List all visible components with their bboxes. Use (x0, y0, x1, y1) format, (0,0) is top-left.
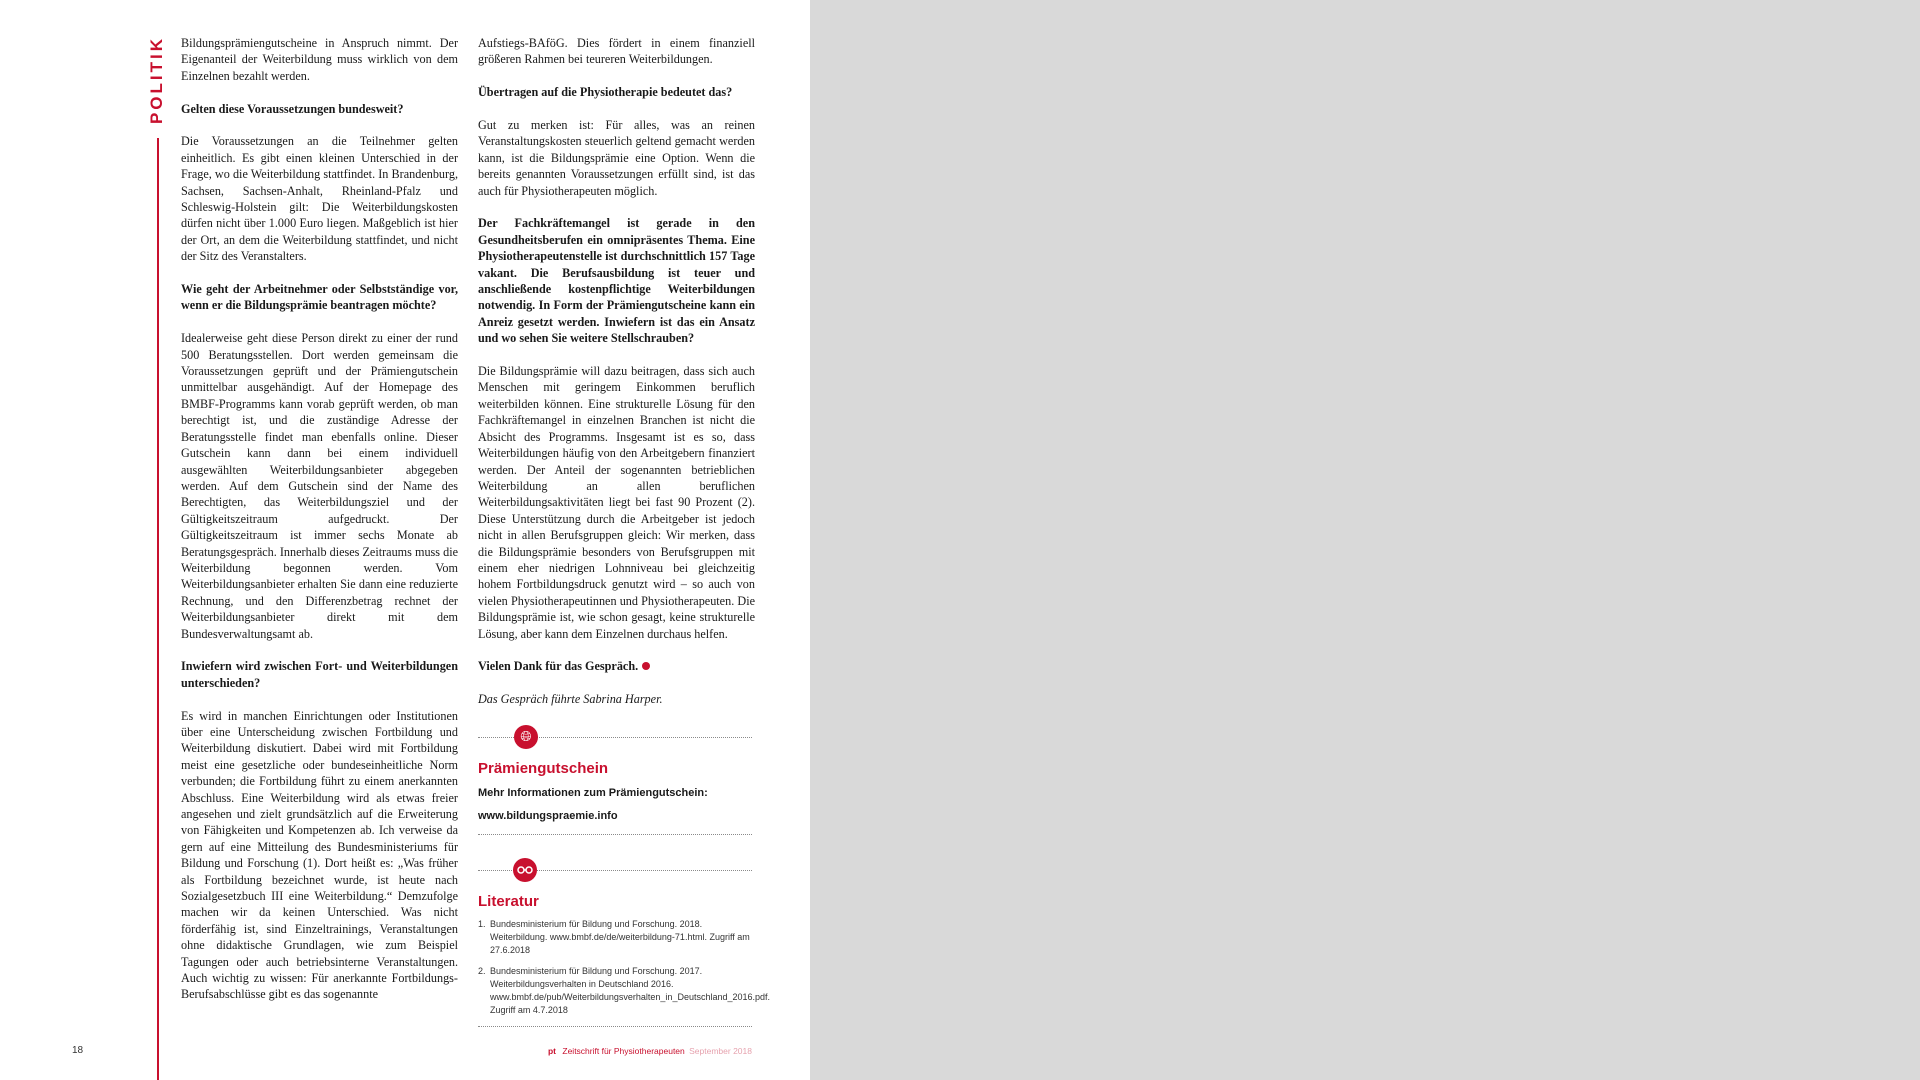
end-mark-icon (642, 662, 650, 670)
reference-text: Bundesministerium für Bildung und Forschung. 2018. Weiterbildung. www.bmbf.de/de/weiterbildung-71.html. Zugriff am 27.6.2018 (490, 919, 750, 955)
reference-number: 2. (478, 966, 486, 976)
right-column (478, 35, 755, 724)
globe-icon: 🌐︎ (514, 725, 538, 749)
magazine-page (0, 0, 810, 1080)
paragraph-text: Aufstiegs-BAföG. Dies fördert in einem finanziell größeren Rahmen bei teureren Weiterbildungen. (478, 36, 755, 67)
article-paragraph (478, 35, 755, 68)
footer-magazine: Zeitschrift für Physiotherapeuten (562, 1046, 685, 1056)
page-number: 18 (72, 1045, 84, 1056)
paragraph-text: Wie geht der Arbeitnehmer oder Selbstständige vor, wenn er die Bildungsprämie beantragen möchte? (181, 282, 458, 313)
closing-line (478, 658, 755, 674)
footer-logo: pt (547, 1046, 557, 1056)
reference-item (478, 965, 771, 1017)
interview-question (478, 215, 755, 346)
paragraph-text: Die Bildungsprämie will dazu beitragen, dass sich auch Menschen mit geringem Einkommen beruflich weiterbilden können. Eine strukturelle Lösung für den Fachkräftemangel in einzelnen Branchen ist nicht die Absicht des Programms. Insgesamt ist es so, dass Weiterbildungen häufig von den Arbeitgebern finanziert werden. Der Anteil der sogenannten betrieblichen Weiterbildung an allen beruflichen Weiterbildungsaktivitäten liegt bei fast 90 Prozent (2). Diese Unterstützung durch die Arbeitgeber ist jedoch nicht in allen Berufsgruppen gleich: Wir merken, dass die Bildungsprämie besonders von Berufsgruppen mit einem eher niedrigen Lohnniveau bei gleichzeitig hohem Fortbildungsdruck genutzt wird – so auch von vielen Physiotherapeutinnen und Physiotherapeuten. Die Bildungsprämie ist, wie schon gesagt, keine strukturelle Lösung, aber kann dem Einzelnen durchaus helfen. (478, 364, 755, 641)
page-footer (478, 1046, 752, 1056)
article-paragraph (181, 35, 458, 84)
paragraph-text: Vielen Dank für das Gespräch. (478, 659, 639, 674)
praemie-title: Prämiengutschein (478, 760, 609, 777)
byline (478, 691, 755, 707)
glasses-icon (513, 858, 537, 882)
paragraph-text: Idealerweise geht diese Person direkt zu einer der rund 500 Beratungsstellen. Dort werden gemeinsam die Voraussetzungen geprüft und der Prämiengutschein unmittelbar ausgehändigt. Auf der Homepage des BMBF-Programms kann vorab geprüft werden, ob man berechtigt ist, und die zuständige Adresse der Beratungsstelle findet man ebenfalls online. Dieser Gutschein kann dann bei einem individuell ausgewählten Weiterbildungsanbieter abgegeben werden. Auf dem Gutschein sind der Name des Berechtigten, das Weiterbildungsziel und der Gültigkeitszeitraum aufgedruckt. Der Gültigkeitszeitraum ist immer sechs Monate ab Beratungsgespräch. Innerhalb dieses Zeitraums muss die Weiterbildung begonnen werden. Vom Weiterbildungsanbieter erhalten Sie dann eine reduzierte Rechnung, und den Differenzbetrag rechnet der Weiterbildungsanbieter direkt mit dem Bundesverwaltungsamt ab. (181, 331, 458, 641)
left-column (181, 35, 458, 1019)
interview-question (181, 101, 458, 117)
praemie-info: Mehr Informationen zum Prämiengutschein: (478, 787, 708, 799)
interview-question (478, 84, 755, 100)
article-paragraph (478, 363, 755, 642)
literatur-box (478, 870, 771, 1025)
praemie-box (478, 729, 752, 835)
paragraph-text: Bildungsprämiengutscheine in Anspruch nimmt. Der Eigenanteil der Weiterbildung muss wirklich von dem Einzelnen bezahlt werden. (181, 36, 458, 83)
article-paragraph (478, 117, 755, 199)
literatur-title: Literatur (478, 893, 539, 910)
reference-number: 1. (478, 919, 486, 929)
paragraph-text: Es wird in manchen Einrichtungen oder Institutionen über eine Unterscheidung zwischen Fortbildung und Weiterbildung diskutiert. Dabei wird mit Fortbildung meist eine gesetzliche oder bundeseinheitliche Norm verbunden; die Fortbildung führt zu einem anerkannten Abschluss. Eine Weiterbildung wird als etwas freier angesehen und zielt grundsätzlich auf die Erweiterung von Fähigkeiten und Kompetenzen ab. Ich verweise da gern auf eine Mitteilung des Bundesministeriums für Bildung und Forschung (1). Dort heißt es: „Was früher als Fortbildung bezeichnet wurde, ist heute nach Sozialgesetzbuch III eine Weiterbildung.“ Demzufolge machen wir da keinen Unterschied. Was nicht förderfähig ist, sind Einzeltrainings, Veranstaltungen ohne didaktische Grundlagen, wie zum Beispiel Tagungen oder auch betriebsinterne Veranstaltungen. Auch wichtig zu wissen: Für anerkannte Fortbildungs-Berufsabschlüsse gibt es das sogenannte (181, 708, 458, 1002)
reference-item (478, 918, 752, 957)
empty-viewer-area (810, 0, 1920, 1080)
rubric-divider (157, 138, 159, 1080)
interview-question (181, 281, 458, 314)
article-paragraph (181, 708, 458, 1003)
reference-list (478, 918, 771, 1017)
section-rubric (147, 35, 167, 125)
footer-divider (478, 1026, 752, 1027)
paragraph-text: Das Gespräch führte Sabrina Harper. (478, 692, 663, 707)
praemie-link[interactable]: www.bildungspraemie.info (478, 810, 618, 822)
box-divider (478, 834, 752, 835)
reference-text: Bundesministerium für Bildung und Forschung. 2017. Weiterbildungsverhalten in Deutschland 2016. www.bmbf.de/pub/Weiterbildungsverhalten_in_Deutschland_2016.pdf. Zugriff am 4.7.2018 (490, 966, 771, 1015)
article-paragraph (181, 133, 458, 264)
footer-issue: September 2018 (689, 1046, 752, 1056)
paragraph-text: Inwiefern wird zwischen Fort- und Weiterbildungen unterschieden? (181, 659, 458, 690)
article-paragraph (181, 330, 458, 642)
paragraph-text: Der Fachkräftemangel ist gerade in den Gesundheitsberufen ein omnipräsentes Thema. Eine Physiotherapeutenstelle ist durchschnittlich 157 Tage vakant. Die Berufsausbildung ist teuer und anschließende kostenpflichtige Weiterbildungen notwendig. In Form der Prämiengutscheine kann ein Anreiz gesetzt werden. Inwiefern ist das ein Ansatz und wo sehen Sie weitere Stellschrauben? (478, 216, 755, 346)
paragraph-text: Gelten diese Voraussetzungen bundesweit? (181, 101, 404, 116)
section-label: POLITIK (147, 35, 166, 125)
paragraph-text: Gut zu merken ist: Für alles, was an reinen Veranstaltungskosten steuerlich geltend gemacht werden kann, ist die Bildungsprämie eine Option. Wenn die bereits genannten Voraussetzungen erfüllt sind, ist das auch für Physiotherapeuten möglich. (478, 118, 755, 198)
paragraph-text: Die Voraussetzungen an die Teilnehmer gelten einheitlich. Es gibt einen kleinen Unterschied in der Frage, wo die Weiterbildung stattfindet. In Brandenburg, Sachsen, Sachsen-Anhalt, Rheinland-Pfalz und Schleswig-Holstein gilt: Die Weiterbildungskosten dürfen nicht über 1.000 Euro liegen. Maßgeblich ist hier der Ort, an dem die Weiterbildung stattfindet, und nicht der Sitz des Veranstalters. (181, 134, 458, 264)
interview-question (181, 658, 458, 691)
paragraph-text: Übertragen auf die Physiotherapie bedeutet das? (478, 85, 733, 100)
